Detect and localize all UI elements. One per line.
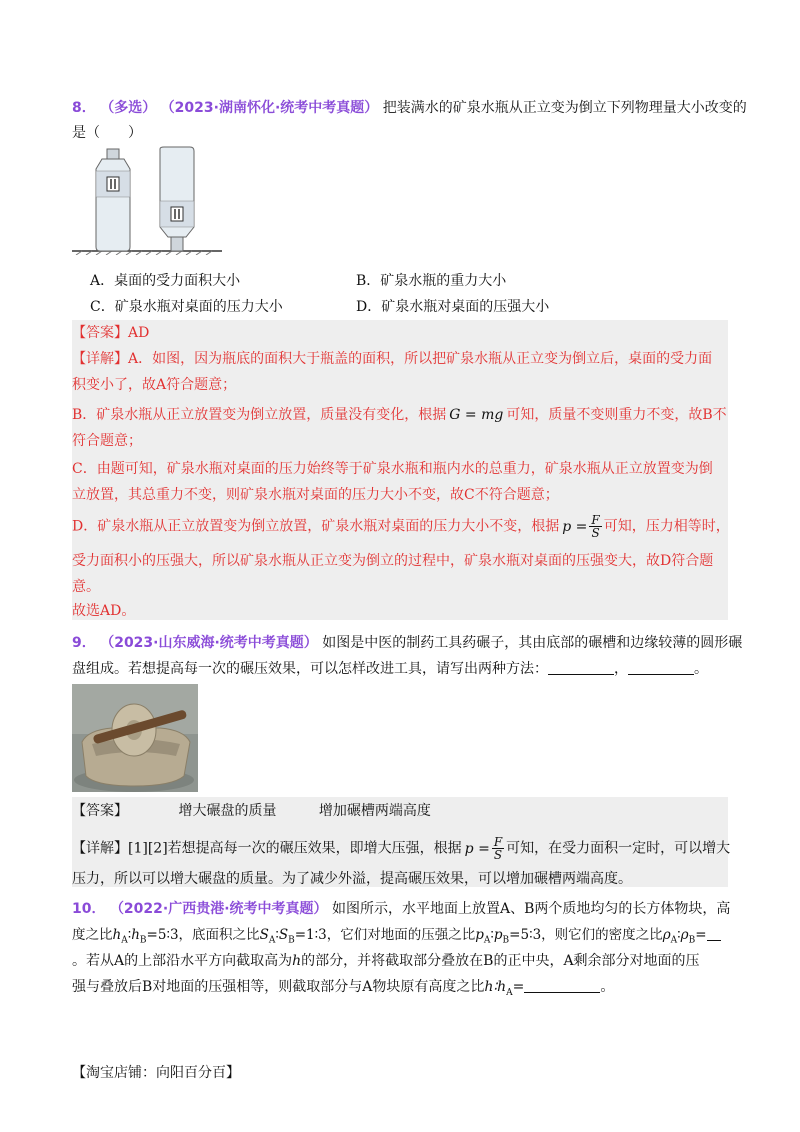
q8-stem-line2: 是（ ） (72, 125, 142, 141)
q10-stem-line3 (72, 950, 700, 972)
sub-a: A (506, 987, 513, 998)
q-text: =5∶3，底面积之比 (146, 927, 260, 943)
formula-pressure: p = (464, 840, 490, 857)
var-h: h (131, 927, 140, 943)
footer-shop: 【淘宝店铺：向阳百分百】 (72, 1065, 240, 1081)
formula-gravity: G = mg (449, 407, 504, 423)
detail-text: 可知，在受力面积一定时，可以增大 (506, 840, 731, 857)
var-rho: ρ (662, 927, 671, 943)
sub-b: B (139, 935, 147, 946)
fraction-f-over-s (589, 514, 601, 539)
question-tag-multi: （多选） (100, 100, 157, 116)
detail-text: 可知，质量不变则重力不变，故B不 (506, 407, 727, 423)
var-h: h (292, 953, 302, 969)
fraction-f-over-s (492, 836, 504, 861)
colon: ∶ (490, 927, 494, 943)
answer-blank-2[interactable] (628, 660, 694, 675)
q9-detail-line1 (72, 836, 730, 861)
sub-a: A (121, 935, 128, 946)
var-s: S (278, 927, 289, 943)
colon: ∶ (677, 927, 681, 943)
q10-stem-line2 (72, 924, 721, 952)
var-p: p (493, 927, 503, 943)
bottles-figure (72, 145, 222, 255)
option-a: A．桌面的受力面积大小 (90, 273, 241, 289)
q8-detail-d1 (72, 514, 730, 539)
q9-stem-line1 (72, 632, 742, 654)
question-text: 如图是中医的制药工具药碾子，其由底部的碾槽和边缘较薄的圆形碾 (322, 635, 743, 651)
q8-detail-a2: 积变小了，故A符合题意； (72, 377, 237, 393)
question-number: 9． (72, 635, 96, 651)
q-text: 的部分，并将截取部分叠放在B的正中央，A剩余部分对地面的压 (301, 953, 700, 969)
q8-detail-b2: 符合题意； (72, 433, 142, 449)
q-text: =5∶3，则它们的密度之比 (509, 927, 663, 943)
q8-answer: 【答案】AD (72, 325, 150, 341)
var-ratio: h∶h (484, 979, 507, 995)
question-number: 8． (72, 100, 96, 116)
question-source: （2023·湖南怀化·统考中考真题） (160, 100, 379, 116)
fraction-numerator: F (591, 513, 600, 527)
var-h: h (112, 927, 122, 943)
answer-1: 增大碾盘的质量 (178, 803, 277, 819)
punctuation: 。 (694, 661, 708, 677)
answer-blank-1[interactable] (707, 926, 721, 941)
var-s: S (259, 927, 269, 943)
sub-b: B (288, 935, 295, 946)
fraction-denominator: S (591, 526, 600, 540)
sub-a: A (268, 935, 276, 946)
q8-detail-c2: 立放置，其总重力不变，则矿泉水瓶对桌面的压力大小不变，故C不符合题意； (72, 487, 559, 503)
option-c: C．矿泉水瓶对桌面的压力大小 (90, 299, 283, 315)
detail-text: 【详解】[1][2]若想提高每一次的碾压效果，即增大压强，根据 (72, 840, 462, 857)
sub-b: B (502, 935, 510, 946)
equals: = (512, 979, 525, 995)
equals: = (695, 927, 707, 943)
punctuation: ， (614, 661, 628, 677)
formula-pressure: p = (562, 518, 588, 535)
q9-detail-line2: 压力，所以可以增大碾盘的质量。为了减少外溢，提高碾压效果，可以增加碾槽两端高度。 (72, 871, 632, 887)
var-p: p (475, 927, 484, 943)
q8-final: 故选AD。 (72, 603, 136, 619)
q-text: 度之比 (72, 927, 113, 943)
question-text: 把装满水的矿泉水瓶从正立变为倒立下列物理量大小改变的 (382, 100, 747, 116)
q8-detail-b1 (72, 404, 727, 426)
q8-detail-c1: C．由题可知，矿泉水瓶对桌面的压力始终等于矿泉水瓶和瓶内水的总重力，矿泉水瓶从正立放置变为倒 (72, 461, 713, 477)
sub-a: A (483, 935, 491, 946)
q-text: =1∶3，它们对地面的压强之比 (294, 927, 476, 943)
grinder-photo (72, 684, 198, 792)
option-d: D．矿泉水瓶对桌面的压强大小 (356, 299, 550, 315)
q-text: 强与叠放后B对地面的压强相等，则截取部分与A物块原有高度之比 (72, 979, 485, 995)
question-text: 盘组成。若想提高每一次的碾压效果，可以怎样改进工具，请写出两种方法： (72, 661, 548, 677)
sub-b: B (688, 935, 696, 946)
q10-stem-line1 (72, 898, 730, 920)
answer-2: 增加碾槽两端高度 (318, 803, 431, 819)
punctuation: 。 (600, 979, 615, 995)
answer-blank-2[interactable] (524, 978, 600, 993)
detail-text: 可知，压力相等时， (603, 518, 730, 535)
q9-answer (72, 800, 431, 822)
question-source: （2023·山东威海·统考中考真题） (100, 635, 318, 651)
var-rho: ρ (680, 927, 689, 943)
q8-detail-d3: 意。 (72, 579, 100, 595)
q10-stem-line4 (72, 976, 614, 1004)
answer-label: 【答案】 (72, 803, 128, 819)
option-b: B．矿泉水瓶的重力大小 (356, 273, 507, 289)
q8-stem-line1 (72, 97, 747, 119)
colon: ∶ (275, 927, 279, 943)
answer-blank-1[interactable] (548, 660, 614, 675)
q-text: 。若从A的上部沿水平方向截取高为 (72, 953, 293, 969)
q8-detail-d2: 受力面积小的压强大，所以矿泉水瓶从正立变为倒立的过程中，矿泉水瓶对桌面的压强变大，故D符合题 (72, 553, 714, 569)
question-text: 如图所示，水平地面上放置A、B两个质地均匀的长方体物块，高 (332, 901, 731, 917)
fraction-numerator: F (493, 835, 503, 849)
colon: ∶ (127, 927, 132, 943)
sub-a: A (670, 935, 678, 946)
question-source: （2022·广西贵港·统考中考真题） (109, 901, 328, 917)
q9-stem-line2 (72, 658, 708, 680)
detail-text: D．矿泉水瓶从正立放置变为倒立放置，矿泉水瓶对桌面的压力大小不变，根据 (72, 518, 560, 535)
q8-detail-a1: 【详解】A．如图，因为瓶底的面积大于瓶盖的面积，所以把矿泉水瓶从正立变为倒立后，桌面的受力面 (72, 351, 713, 367)
fraction-denominator: S (493, 848, 503, 862)
question-number: 10． (72, 901, 106, 917)
detail-text: B．矿泉水瓶从正立放置变为倒立放置，质量没有变化，根据 (72, 407, 447, 423)
